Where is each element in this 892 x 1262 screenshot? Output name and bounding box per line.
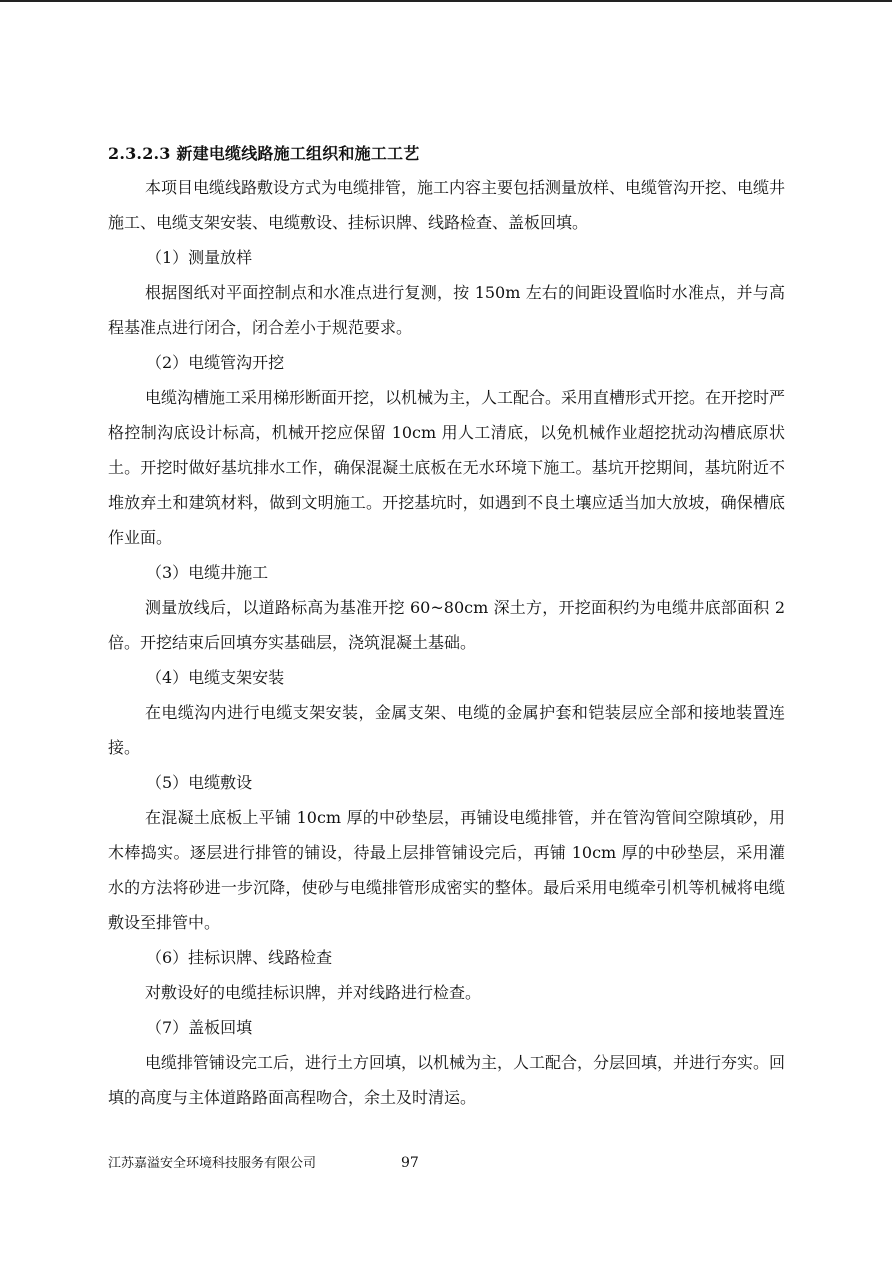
footer-company-name: 江苏嘉溢安全环境科技服务有限公司 <box>108 1156 317 1171</box>
step-3-body: 测量放线后，以道路标高为基准开挖 60~80cm 深土方，开挖面积约为电缆井底部面积 2 倍。开挖结束后回填夯实基础层，浇筑混凝土基础。 <box>108 598 785 652</box>
step-2-title: （2）电缆管沟开挖 <box>146 353 285 372</box>
footer-page-number: 97 <box>401 1155 419 1171</box>
step-6-title: （6）挂标识牌、线路检查 <box>146 948 333 967</box>
step-5-body: 在混凝土底板上平铺 10cm 厚的中砂垫层，再铺设电缆排管，并在管沟管间空隙填砂，用木棒捣实。逐层进行排管的铺设，待最上层排管铺设完后，再铺 10cm 厚的中砂垫层，采用灌水的方法将砂进一步沉降，使砂与电缆排管形成密实的整体。最后采用电缆牵引机等机械将电缆敷设至排管中。 <box>108 808 785 932</box>
step-1-body: 根据图纸对平面控制点和水准点进行复测，按 150m 左右的间距设置临时水准点，并与高程基准点进行闭合，闭合差小于规范要求。 <box>108 283 785 337</box>
intro-paragraph: 本项目电缆线路敷设方式为电缆排管，施工内容主要包括测量放样、电缆管沟开挖、电缆井施工、电缆支架安装、电缆敷设、挂标识牌、线路检查、盖板回填。 <box>108 178 786 232</box>
top-border-line <box>0 0 892 2</box>
step-3-title: （3）电缆井施工 <box>146 563 269 582</box>
step-4-body: 在电缆沟内进行电缆支架安装，金属支架、电缆的金属护套和铠装层应全部和接地装置连接。 <box>108 703 785 757</box>
step-4-title: （4）电缆支架安装 <box>146 668 285 687</box>
section-heading: 2.3.2.3 新建电缆线路施工组织和施工工艺 <box>108 144 420 163</box>
step-2-body: 电缆沟槽施工采用梯形断面开挖，以机械为主，人工配合。采用直槽形式开挖。在开挖时严格控制沟底设计标高，机械开挖应保留 10cm 用人工清底，以免机械作业超挖扰动沟槽底原状土。开挖时做好基坑排水工作，确保混凝土底板在无水环境下施工。基坑开挖期间，基坑附近不堆放弃土和建筑材料，做到文明施工。开挖基坑时，如遇到不良土壤应适当加大放坡，确保槽底作业面。 <box>108 388 786 547</box>
step-7-title: （7）盖板回填 <box>146 1018 253 1037</box>
step-5-title: （5）电缆敷设 <box>146 773 253 792</box>
step-6-body: 对敷设好的电缆挂标识牌，并对线路进行检查。 <box>145 983 482 1002</box>
step-7-body: 电缆排管铺设完工后，进行土方回填，以机械为主，人工配合，分层回填，并进行夯实。回填的高度与主体道路路面高程吻合，余土及时清运。 <box>108 1053 786 1107</box>
step-1-title: （1）测量放样 <box>146 248 253 267</box>
